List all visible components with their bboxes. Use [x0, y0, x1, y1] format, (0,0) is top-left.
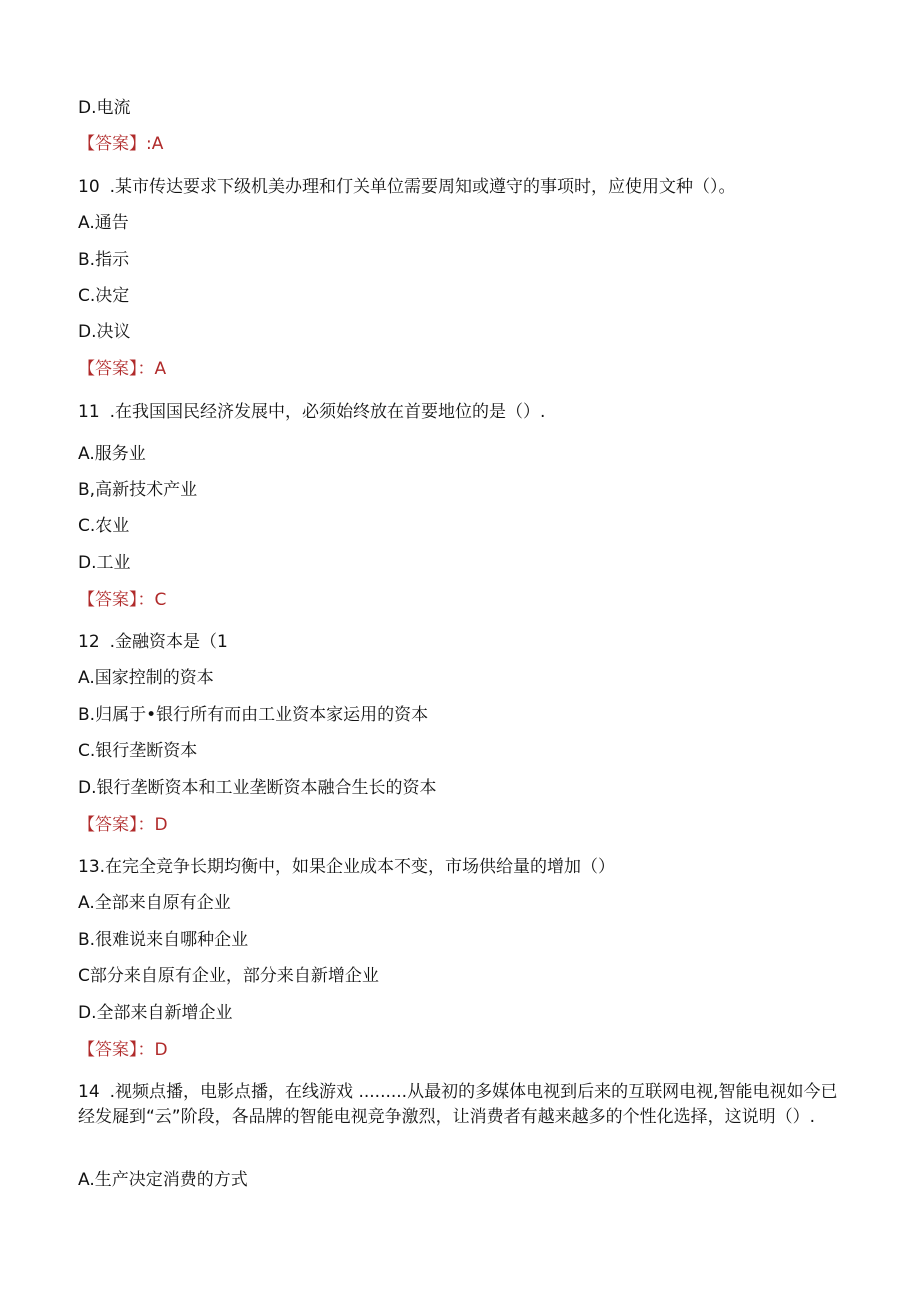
question-12: [78, 632, 228, 652]
question-text: .视频点播，电影点播，在线游戏 .........从最初的多媒体电视到后来的互联网电视,智能电视如今已经发屣到“云”阶段，各品牌的智能电视竞争激烈，让消费者有越来越多的个性化选择，这说明（）.: [78, 1082, 838, 1127]
answer-label: 【答案】: [78, 359, 138, 379]
answer-label: 【答案】: [78, 815, 138, 835]
option-q12-c: C.银行垄断资本: [78, 741, 198, 761]
option-q11-a: A.服务业: [78, 444, 146, 464]
option-q10-c: C.决定: [78, 286, 130, 306]
option-q13-d: D.全部来自新增企业: [78, 1003, 233, 1023]
option-q11-b: B,高新技术产业: [78, 480, 198, 500]
option-q10-a: A.通告: [78, 213, 129, 233]
answer-value: :A: [146, 134, 164, 154]
answer-label: 【答案】: [78, 1040, 138, 1060]
question-text: .某市传达要求下级机美办理和仃关单位需要周知或遵守的事项时，应使用文种（）。: [109, 177, 736, 197]
question-11: [78, 402, 545, 422]
answer-label: 【答案】: [78, 590, 138, 610]
question-number: 14: [78, 1082, 100, 1102]
answer-value: ：D: [137, 815, 168, 835]
answer-q10: [78, 359, 166, 379]
question-14: [78, 1080, 838, 1130]
answer-value: ：C: [137, 590, 167, 610]
option-q13-c: C部分来自原有企业，部分来自新增企业: [78, 966, 379, 986]
question-text: 在完全竞争长期均衡中，如果企业成本不变，市场供给量的增加（）: [105, 857, 616, 877]
answer-label: 【答案】: [78, 134, 146, 154]
answer-value: ：D: [137, 1040, 168, 1060]
option-q13-a: A.全部来自原有企业: [78, 893, 231, 913]
question-13: [78, 857, 615, 877]
option-q12-d: D.银行垄断资本和工业垄断资本融合生长的资本: [78, 778, 437, 798]
question-number: 12: [78, 632, 100, 652]
question-number: 11: [78, 402, 100, 422]
answer-q9: [78, 134, 163, 154]
option-q11-c: C.农业: [78, 516, 130, 536]
question-number: 10: [78, 177, 100, 197]
option-q10-b: B.指示: [78, 250, 130, 270]
option-q12-a: A.国家控制的资本: [78, 668, 214, 688]
question-10: [78, 177, 736, 197]
question-text: .在我国国民经济发展中，必须始终放在首要地位的是（）.: [109, 402, 546, 422]
option-q14-a: A.生产决定消费的方式: [78, 1170, 248, 1190]
answer-q12: [78, 815, 168, 835]
answer-q11: [78, 590, 166, 610]
option-q12-b: B.归属于•银行所有而由工业资本家运用的资本: [78, 705, 429, 725]
answer-q13: [78, 1040, 168, 1060]
option-q10-d: D.决议: [78, 322, 131, 342]
answer-value: ：A: [137, 359, 167, 379]
question-text: .金融资本是（1: [109, 632, 228, 652]
option-q13-b: B.很难说来自哪种企业: [78, 930, 249, 950]
option-q11-d: D.工业: [78, 553, 131, 573]
question-number: 13.: [78, 857, 106, 877]
option-q9-d: D.电流: [78, 98, 131, 118]
